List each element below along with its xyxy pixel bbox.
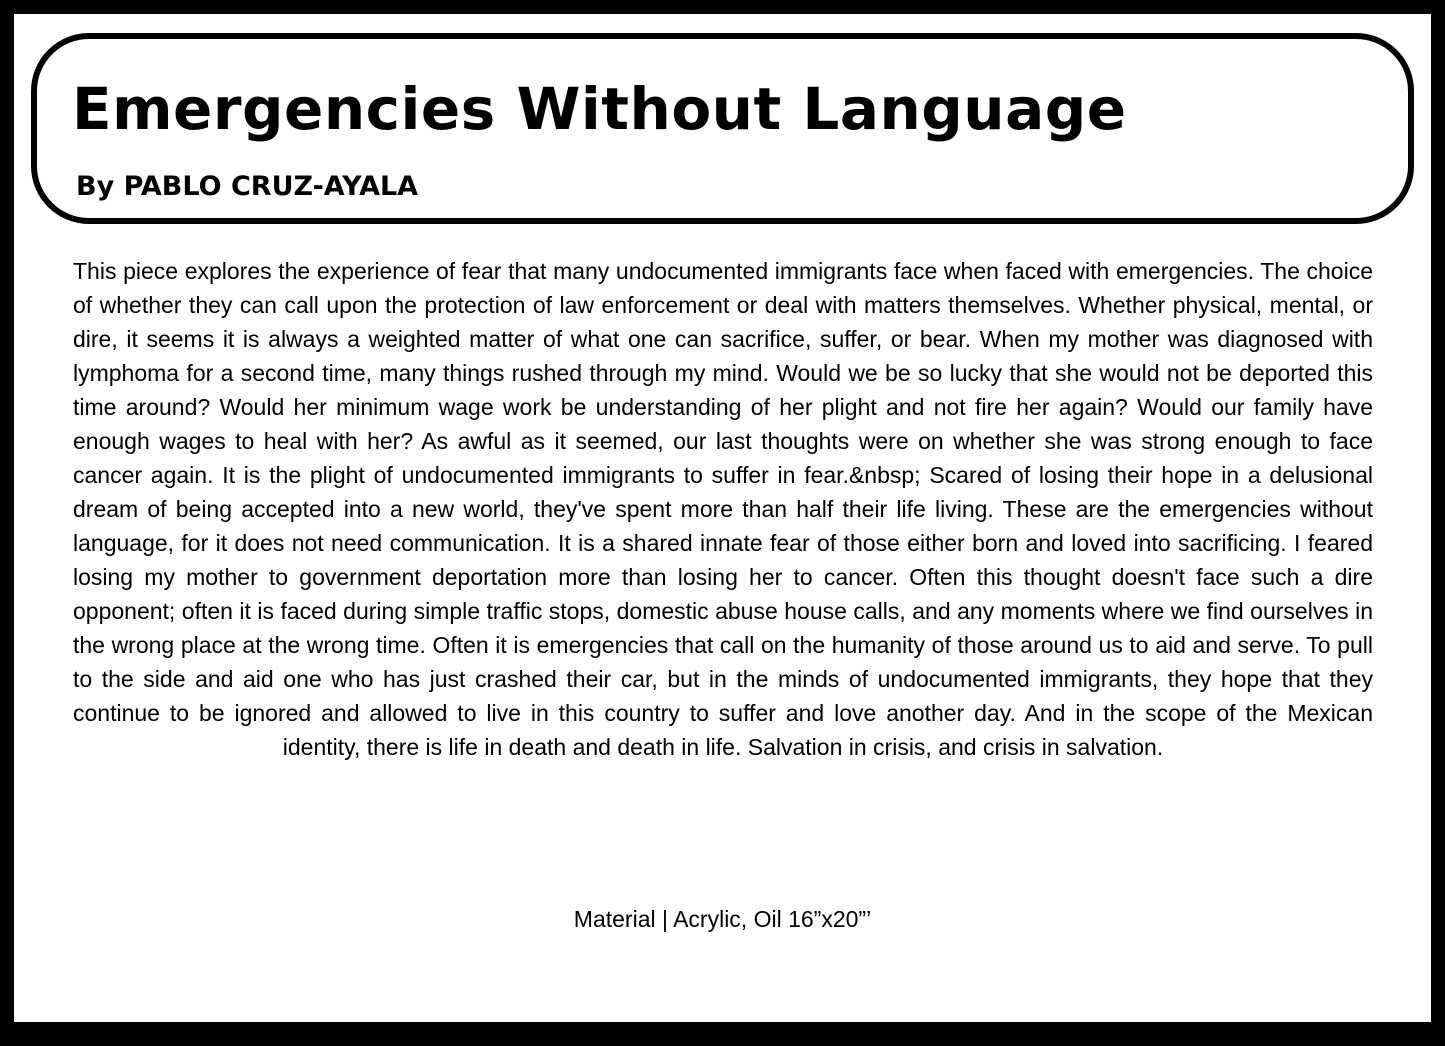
author-byline: By PABLO CRUZ-AYALA bbox=[76, 171, 419, 202]
artist-statement: This piece explores the experience of fear that many undocumented immigrants face when faced with emergencies. The choice of whether they can call upon the protection of law enforcement or deal with matters themselves. Whether physical, mental, or dire, it seems it is always a weighted matter of what one can sacrifice, suffer, or bear. When my mother was diagnosed with lymphoma for a second time, many things rushed through my mind. Would we be so lucky that she would not be deported this time around? Would her minimum wage work be understanding of her plight and not fire her again? Would our family have enough wages to heal with her? As awful as it seemed, our last thoughts were on whether she was strong enough to face cancer again. It is the plight of undocumented immigrants to suffer in fear.&nbsp; Scared of losing their hope in a delusional dream of being accepted into a new world, they've spent more than half their life living. These are the emergencies without language, for it does not need communication. It is a shared innate fear of those either born and loved into sacrificing. I feared losing my mother to government deportation more than losing her to cancer. Often this thought doesn't face such a dire opponent; often it is faced during simple traffic stops, domestic abuse house calls, and any moments where we find ourselves in the wrong place at the wrong time. Often it is emergencies that call on the humanity of those around us to aid and serve. To pull to the side and aid one who has just crashed their car, but in the minds of undocumented immigrants, they hope that they continue to be ignored and allowed to live in this country to suffer and love another day. And in the scope of the Mexican identity, there is life in death and death in life. Salvation in crisis, and crisis in salvation. bbox=[73, 258, 1373, 760]
page-title: Emergencies Without Language bbox=[72, 75, 1127, 143]
material-caption: Material | Acrylic, Oil 16”x20”’ bbox=[573, 906, 872, 932]
